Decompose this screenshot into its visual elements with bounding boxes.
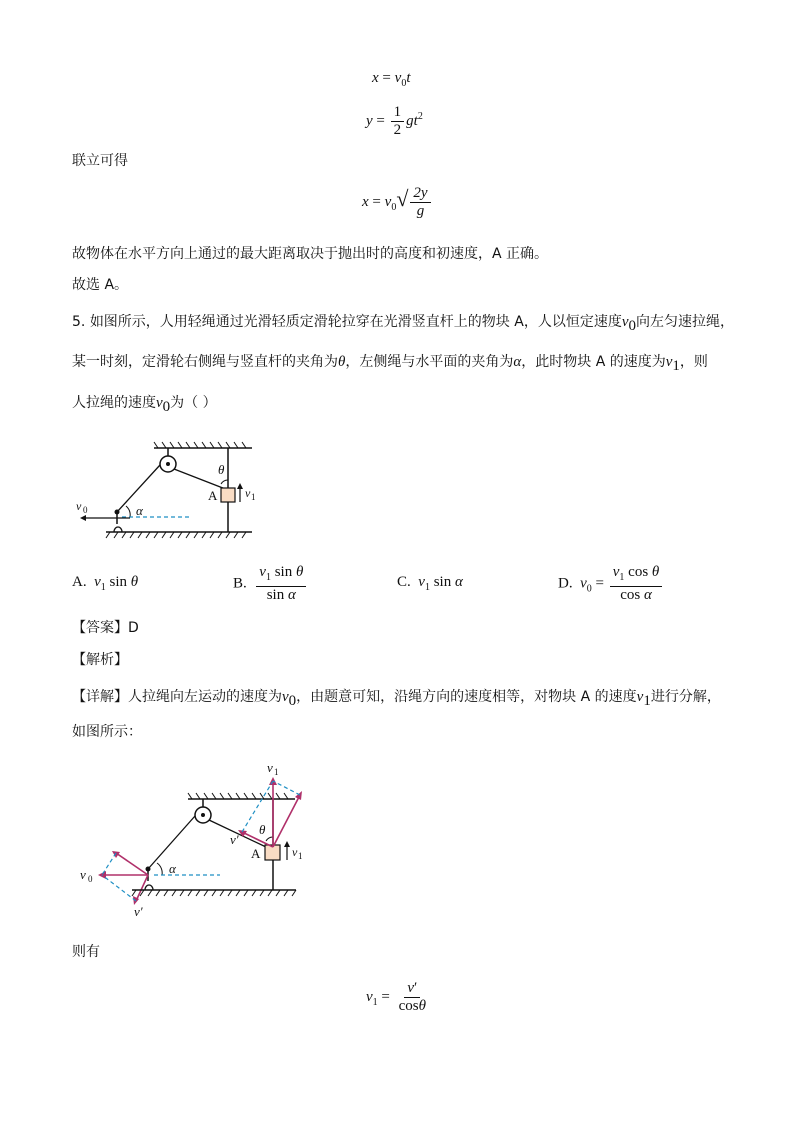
svg-text:v: v	[80, 867, 86, 882]
svg-text:θ: θ	[218, 462, 225, 477]
answer-label: 【答案】D	[72, 620, 139, 636]
equation-x: $x = v_0t$	[372, 70, 411, 89]
ceiling-hatch	[154, 442, 246, 448]
equation-y: y = $\frac{1}{2}$ $gt^2$	[366, 104, 423, 138]
equation-x-result: $x = v_0√$ $\frac{2y}{g}$	[362, 185, 433, 220]
option-c[interactable]: C. $v_1$ sin α	[397, 574, 463, 593]
option-a[interactable]: A. $v_1$ sin θ	[72, 574, 139, 593]
question-line-1: 5. 如图所示，人用轻绳通过光滑轻质定滑轮拉穿在光滑竖直杆上的物块 A，人以恒定速度$v_0$向左匀速拉绳，	[72, 314, 735, 334]
svg-text:v: v	[292, 845, 298, 859]
equation-final: $v_1$ = $\frac{v'}{\cos\theta}$	[366, 980, 427, 1014]
svg-text:v′: v′	[230, 832, 239, 847]
svg-text:v: v	[267, 760, 273, 775]
svg-text:α: α	[136, 503, 143, 518]
option-d[interactable]: D. $v_0$ = $\frac{v_1 \cos \theta}{\text{cos α}}$	[558, 564, 664, 604]
svg-text:1: 1	[251, 492, 256, 502]
svg-text:0: 0	[88, 874, 93, 884]
svg-text:v: v	[245, 486, 251, 500]
svg-text:1: 1	[298, 851, 303, 861]
svg-text:0: 0	[83, 505, 88, 515]
option-b[interactable]: B. $\frac{v_1 \sin \theta}{\text{sin α}}$	[233, 564, 308, 604]
text-choose: 故选 A。	[72, 277, 129, 293]
question-figure	[70, 440, 290, 545]
svg-text:A: A	[251, 846, 261, 861]
svg-text:α: α	[169, 861, 176, 876]
block-a	[221, 488, 235, 502]
text-lianli: 联立可得	[72, 153, 128, 169]
detail-line-2: 如图所示：	[72, 724, 142, 740]
text-zeyou: 则有	[72, 944, 100, 960]
svg-text:A: A	[208, 488, 218, 503]
svg-text:θ: θ	[259, 822, 266, 837]
text-conclusion: 故物体在水平方向上通过的最大距离取决于抛出时的高度和初速度，A 正确。	[72, 246, 549, 262]
detail-line-1: 【详解】人拉绳向左运动的速度为$v_0$，由题意可知，沿绳方向的速度相等，对物块 A 的速度$v_1$进行分解，	[72, 689, 721, 709]
question-line-3: 人拉绳的速度$v_0$为（ ）	[72, 395, 217, 415]
analysis-label: 【解析】	[72, 652, 128, 668]
svg-text:v: v	[76, 499, 82, 513]
question-number: 5.	[72, 314, 86, 330]
svg-text:v′: v′	[134, 904, 143, 919]
svg-text:1: 1	[274, 767, 279, 777]
solution-figure	[70, 755, 310, 920]
question-line-2: 某一时刻，定滑轮右侧绳与竖直杆的夹角为θ，左侧绳与水平面的夹角为α，此时物块 A 的速度为$v_1$，则	[72, 354, 708, 374]
